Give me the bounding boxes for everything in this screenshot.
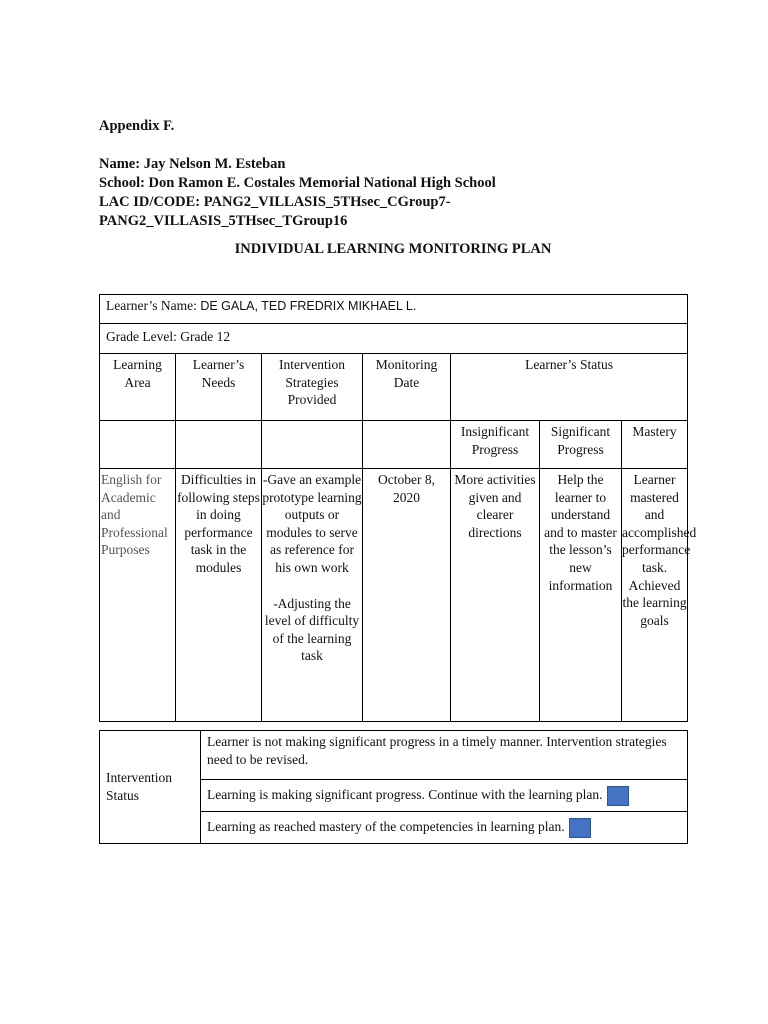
- teacher-name: Name: Jay Nelson M. Esteban: [99, 156, 286, 172]
- status-option-revise: Learner is not making significant progress in a timely manner. Intervention strategies need to be revised.: [201, 731, 688, 780]
- intervention-status-label: Intervention Status: [100, 731, 201, 844]
- lac-code-line-2: PANG2_VILLASIS_5THsec_TGroup16: [99, 213, 348, 229]
- insignificant-progress-cell: More activities given and clearer directions: [451, 469, 540, 722]
- strategy-2: -Adjusting the level of difficulty of the learning task: [264, 595, 360, 664]
- strategies-cell: [262, 469, 363, 722]
- header-monitoring-date: Monitoring Date: [363, 354, 451, 421]
- header-insignificant-progress: Insignificant Progress: [451, 421, 540, 469]
- learner-name-value: DE GALA, TED FREDRIX MIKHAEL L.: [200, 299, 417, 313]
- header-learning-area: Learning Area: [100, 354, 176, 421]
- grade-level-label: Grade Level:: [106, 329, 177, 344]
- grade-level-value: Grade 12: [180, 329, 231, 344]
- header-strategies: Intervention Strategies Provided: [262, 354, 363, 421]
- mastery-cell: Learner mastered and accomplished performance task. Achieved the learning goals: [622, 469, 688, 722]
- blank-cell: [363, 421, 451, 469]
- learning-area-cell: English for Academic and Professional Purposes: [100, 469, 176, 722]
- blank-cell: [100, 421, 176, 469]
- checkbox-square-icon[interactable]: [607, 786, 629, 806]
- intervention-status-table: [99, 730, 688, 844]
- status-option-mastery: [201, 812, 688, 844]
- learner-name-row: [100, 295, 688, 324]
- checkbox-square-icon[interactable]: [569, 818, 591, 838]
- monitoring-date-cell: October 8, 2020: [363, 469, 451, 722]
- status-option-progressing-text: Learning is making significant progress. Continue with the learning plan.: [207, 786, 603, 802]
- header-mastery: Mastery: [622, 421, 688, 469]
- grade-level-row: [100, 324, 688, 354]
- learners-needs-cell: Difficulties in following steps in doing performance task in the modules: [176, 469, 262, 722]
- appendix-label: Appendix F.: [99, 118, 175, 134]
- blank-cell: [176, 421, 262, 469]
- document-title: INDIVIDUAL LEARNING MONITORING PLAN: [234, 241, 552, 257]
- header-learners-status: Learner’s Status: [451, 354, 688, 421]
- status-option-progressing: [201, 780, 688, 812]
- monitoring-plan-table: [99, 294, 697, 722]
- significant-progress-cell: Help the learner to understand and to master the lesson’s new information: [540, 469, 622, 722]
- school-name: School: Don Ramon E. Costales Memorial National High School: [99, 175, 496, 191]
- strategy-1: -Gave an example prototype learning outputs or modules to serve as reference for his own work: [262, 472, 362, 575]
- header-learners-needs: Learner’s Needs: [176, 354, 262, 421]
- header-significant-progress: Significant Progress: [540, 421, 622, 469]
- document-header: [99, 117, 699, 231]
- lac-code-line-1: LAC ID/CODE: PANG2_VILLASIS_5THsec_CGroup7-: [99, 194, 451, 210]
- blank-cell: [262, 421, 363, 469]
- status-option-mastery-text: Learning as reached mastery of the competencies in learning plan.: [207, 818, 565, 834]
- learner-name-label: Learner’s Name:: [106, 298, 197, 313]
